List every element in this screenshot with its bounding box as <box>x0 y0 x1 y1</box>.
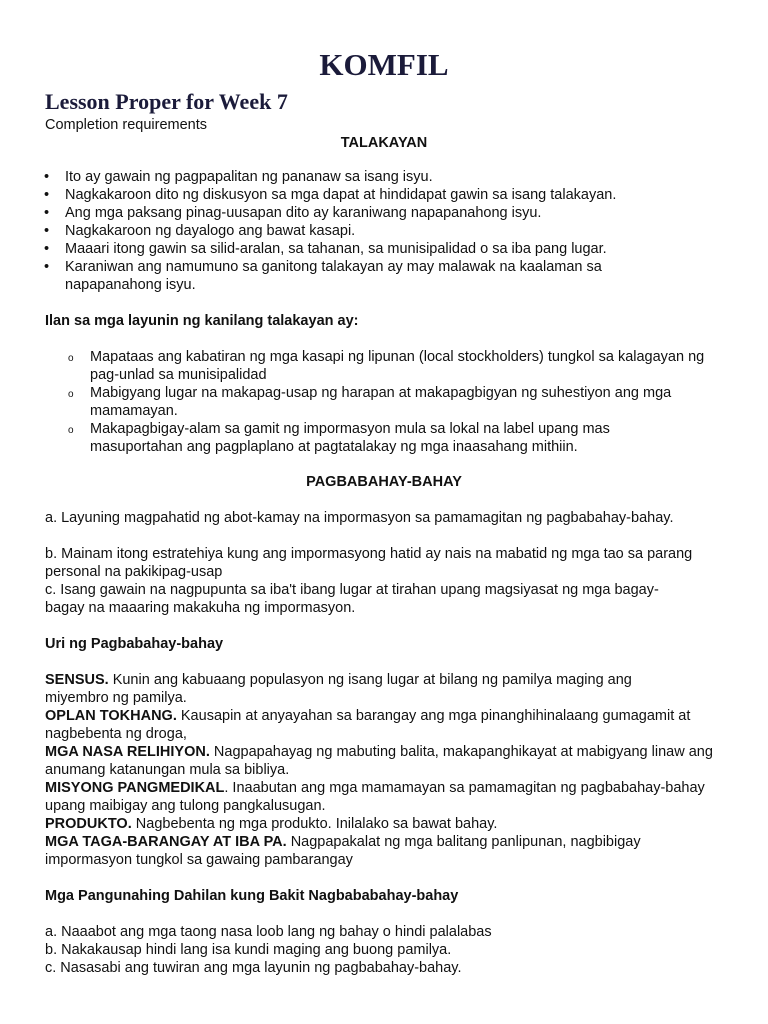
pagbabahay-item-b: b. Mainam itong estratehiya kung ang impormasyong hatid ay nais na mabatid ng mga tao sa parang personal na pakikipag-usap <box>45 546 693 580</box>
uri-desc: Kausapin at anyayahan sa barangay ang mga pinanghihinalaang gumagamit at nagbebenta ng droga, <box>45 708 691 742</box>
uri-term: MISYONG PANGMEDIKAL <box>45 780 225 796</box>
uri-heading: Uri ng Pagbabahay-bahay <box>45 636 224 652</box>
list-item <box>68 384 705 420</box>
uri-item <box>45 671 665 707</box>
circle-bullet-icon: o <box>68 389 74 400</box>
dahilan-item: b. Nakakausap hindi lang isa kundi maging ang buong pamilya. <box>45 942 452 958</box>
uri-desc: Kunin ang kabuaang populasyon ng isang lugar at bilang ng pamilya maging ang miyembro ng pamilya. <box>45 672 632 706</box>
layunin-list <box>45 348 768 456</box>
dahilan-item: a. Naaabot ang mga taong nasa loob lang ng bahay o hindi palalabas <box>45 924 492 940</box>
lesson-title: Lesson Proper for Week 7 <box>45 89 288 114</box>
uri-desc: . Inaabutan ang mga mamamayan sa pamamagitan ng pagbabahay-bahay upang maibigay ang tulong pangkalusugan. <box>45 780 705 814</box>
list-item <box>68 420 650 456</box>
talakayan-heading: TALAKAYAN <box>340 135 428 151</box>
uri-item <box>45 779 705 815</box>
uri-term: MGA NASA RELIHIYON. <box>45 744 210 760</box>
uri-desc: Nagpapahayag ng mabuting balita, makapanghikayat at mabigyang linaw ang anumang katanungan mula sa bibliya. <box>45 744 713 778</box>
uri-term: OPLAN TOKHANG. <box>45 708 177 724</box>
uri-term: SENSUS. <box>45 672 109 688</box>
uri-item <box>45 743 725 779</box>
uri-desc: Nagpapakalat ng mga balitang panlipunan, nagbibigay impormasyon tungkol sa gawaing pambarangay <box>45 834 641 868</box>
uri-list <box>45 671 768 869</box>
talakayan-bullet-list <box>45 168 768 294</box>
circle-bullet-icon: o <box>68 353 74 364</box>
uri-item <box>45 815 725 833</box>
list-item <box>68 348 715 384</box>
circle-bullet-icon: o <box>68 425 74 436</box>
uri-term: PRODUKTO. <box>45 816 132 832</box>
uri-item <box>45 707 725 743</box>
list-item: • Ang mga paksang pinag-uusapan dito ay karaniwang napapanahong isyu. <box>65 204 725 222</box>
pagbabahay-heading: PAGBABAHAY-BAHAY <box>306 474 462 490</box>
pagbabahay-item-c: c. Isang gawain na nagpupunta sa iba't ibang lugar at tirahan upang magsiyasat ng mga bagay-bagay na maaaring makakuha ng impormasyon. <box>45 582 659 616</box>
list-item: • Maaari itong gawin sa silid-aralan, sa tahanan, sa munisipalidad o sa iba pang lugar. <box>65 240 725 258</box>
layunin-heading: Ilan sa mga layunin ng kanilang talakayan ay: <box>45 313 359 329</box>
dahilan-heading: Mga Pangunahing Dahilan kung Bakit Nagbababahay-bahay <box>45 888 459 904</box>
list-item-text: Makapagbigay-alam sa gamit ng impormasyon mula sa lokal na label upang mas masuportahan ang pagplaplano at pagtatalakay ng mga inaasahang mithiin. <box>90 421 610 455</box>
pagbabahay-item-a: a. Layuning magpahatid ng abot-kamay na impormasyon sa pamamagitan ng pagbabahay-bahay. <box>45 510 674 526</box>
completion-requirements-link[interactable]: Completion requirements <box>45 117 207 133</box>
uri-item <box>45 833 685 869</box>
list-item: • Nagkakaroon dito ng diskusyon sa mga dapat at hindidapat gawin sa isang talakayan. <box>65 186 725 204</box>
uri-desc: Nagbebenta ng mga produkto. Inilalako sa bawat bahay. <box>131 816 498 832</box>
list-item: • Karaniwan ang namumuno sa ganitong talakayan ay may malawak na kaalaman sa napapanahong isyu. <box>65 258 675 294</box>
list-item: • Nagkakaroon ng dayalogo ang bawat kasapi. <box>65 222 725 240</box>
dahilan-list <box>45 923 768 977</box>
list-item-text: Mapataas ang kabatiran ng mga kasapi ng lipunan (local stockholders) tungkol sa kalagayan ng pag-unlad sa munisipalidad <box>90 349 705 383</box>
uri-term: MGA TAGA-BARANGAY AT IBA PA. <box>45 834 287 850</box>
document-title: KOMFIL <box>319 47 449 82</box>
list-item-text: Mabigyang lugar na makapag-usap ng harapan at makapagbigyan ng suhestiyon ang mga mamamayan. <box>90 385 672 419</box>
dahilan-item: c. Nasasabi ang tuwiran ang mga layunin ng pagbabahay-bahay. <box>45 960 462 976</box>
list-item: • Ito ay gawain ng pagpapalitan ng pananaw sa isang isyu. <box>65 168 725 186</box>
